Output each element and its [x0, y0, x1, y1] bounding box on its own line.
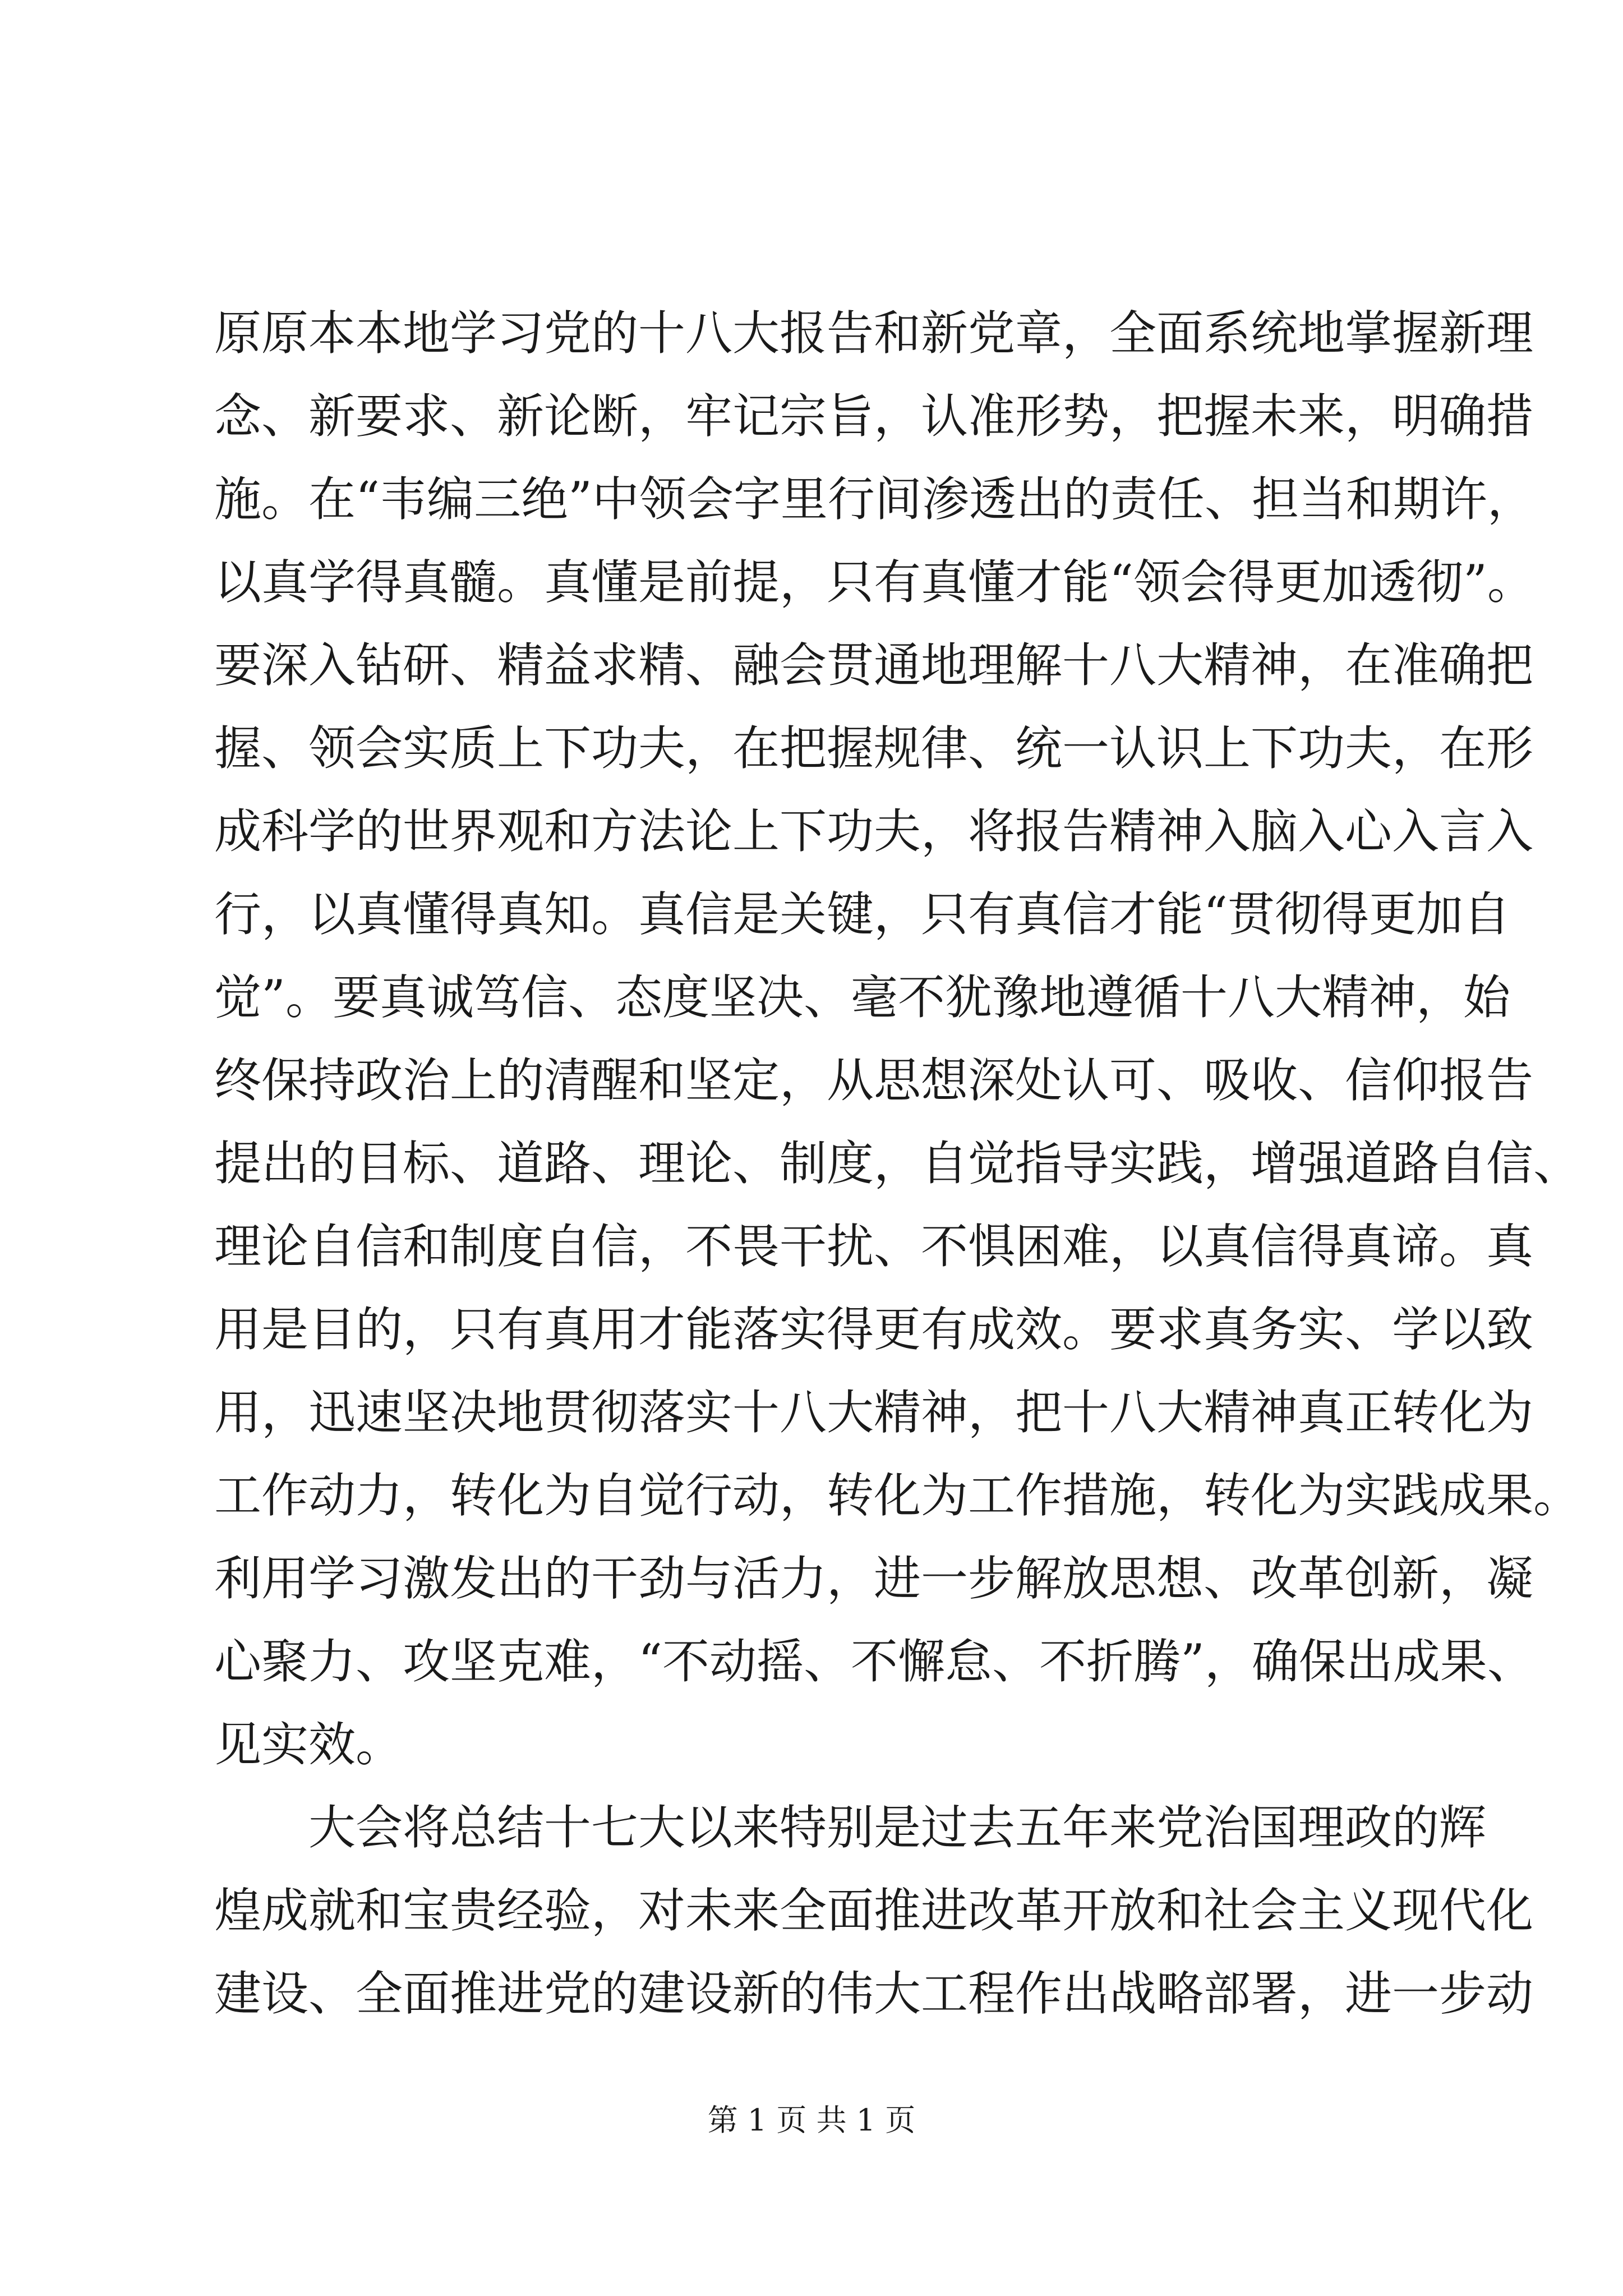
text-line: 成科学的世界观和方法论上下功夫，将报告精神入脑入心入言入 [214, 804, 1534, 859]
text-line: 理论自信和制度自信，不畏干扰、不惧困难，以真信得真谛。真 [214, 1219, 1534, 1274]
text-line: 握、领会实质上下功夫，在把握规律、统一认识上下功夫，在形 [214, 721, 1534, 776]
text-line: 觉”。要真诚笃信、态度坚决、毫不犹豫地遵循十八大精神，始 [214, 970, 1510, 1025]
text-line: 以真学得真髓。真懂是前提，只有真懂才能“领会得更加透彻”。 [214, 555, 1534, 610]
text-line: 要深入钻研、精益求精、融会贯通地理解十八大精神，在准确把 [214, 638, 1534, 693]
text-line: 见实效。 [214, 1717, 403, 1772]
text-line: 大会将总结十七大以来特别是过去五年来党治国理政的辉 [308, 1800, 1487, 1855]
text-line: 工作动力，转化为自觉行动，转化为工作措施，转化为实践成果。 [214, 1468, 1581, 1523]
paragraph-2 [214, 1786, 1534, 2035]
body-text [214, 292, 1581, 2035]
text-line: 用，迅速坚决地贯彻落实十八大精神，把十八大精神真正转化为 [214, 1385, 1534, 1440]
text-line: 原原本本地学习党的十八大报告和新党章，全面系统地掌握新理 [214, 306, 1534, 361]
text-line: 用是目的，只有真用才能落实得更有成效。要求真务实、学以致 [214, 1302, 1534, 1357]
text-line: 利用学习激发出的干劲与活力，进一步解放思想、改革创新，凝 [214, 1551, 1534, 1606]
text-line: 施。在“韦编三绝”中领会字里行间渗透出的责任、担当和期许， [214, 472, 1534, 527]
text-line: 终保持政治上的清醒和坚定，从思想深处认可、吸收、信仰报告 [214, 1053, 1534, 1108]
text-line: 念、新要求、新论断，牢记宗旨，认准形势，把握未来，明确措 [214, 389, 1534, 444]
page-footer [0, 2098, 1623, 2143]
text-line: 行，以真懂得真知。真信是关键，只有真信才能“贯彻得更加自 [214, 887, 1510, 942]
page-number: 第 1 页 共 1 页 [707, 2102, 916, 2138]
text-line: 煌成就和宝贵经验，对未来全面推进改革开放和社会主义现代化 [214, 1883, 1534, 1938]
text-line: 心聚力、攻坚克难，“不动摇、不懈怠、不折腾”，确保出成果、 [214, 1634, 1534, 1689]
text-line: 建设、全面推进党的建设新的伟大工程作出战略部署，进一步动 [214, 1966, 1534, 2021]
paragraph-1 [214, 292, 1581, 1786]
text-line: 提出的目标、道路、理论、制度，自觉指导实践，增强道路自信、 [214, 1136, 1581, 1191]
